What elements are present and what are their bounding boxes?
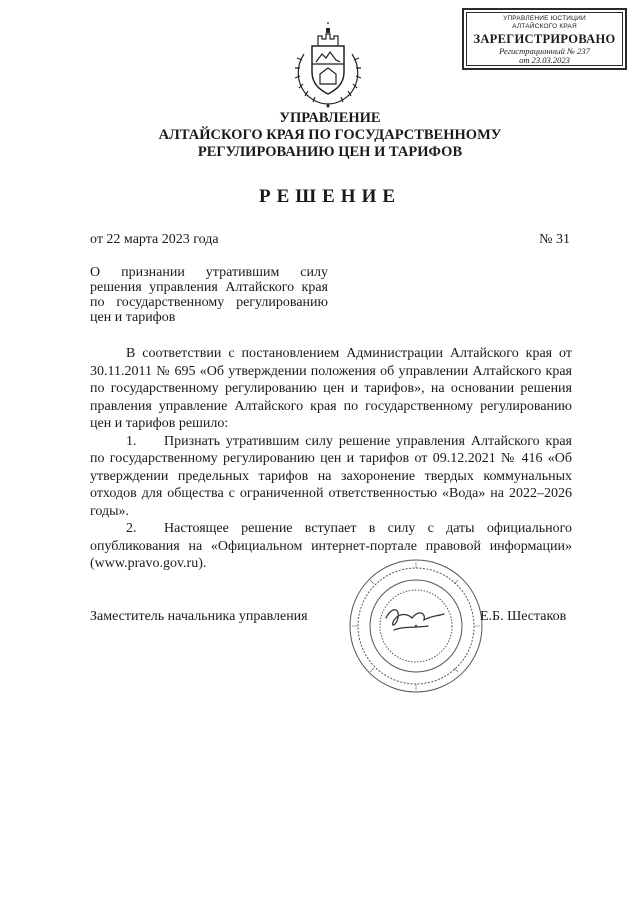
stamp-org-line2: АЛТАЙСКОГО КРАЯ xyxy=(512,23,577,30)
agency-line: УПРАВЛЕНИЕ xyxy=(279,110,381,126)
document-type: РЕШЕНИЕ xyxy=(258,186,402,207)
stamp-reg-date: от 23.03.2023 xyxy=(519,55,570,65)
signer-name: Е.Б. Шестаков xyxy=(480,609,567,624)
stamp-title: ЗАРЕГИСТРИРОВАНО xyxy=(473,32,616,46)
registration-stamp xyxy=(462,8,627,70)
official-seal-icon xyxy=(346,556,486,696)
document-subject xyxy=(90,265,328,325)
signer-title: Заместитель начальника управления xyxy=(90,609,308,624)
item-text: Признать утратившим силу решение управления Алтайского края по государственному регулированию цен и тарифов от 09.12.2021 № 416 «Об утверждении предельных тарифов на захоронение твердых коммунальных отходов для общества с ограниченной ответственностью «Вода» на 2022–2026 годы». xyxy=(90,433,572,519)
subject-line: по государственному регулированию xyxy=(90,295,328,310)
document-number: № 31 xyxy=(539,232,570,247)
agency-line: РЕГУЛИРОВАНИЮ ЦЕН И ТАРИФОВ xyxy=(197,144,463,160)
document-body xyxy=(90,345,572,573)
resolution-item xyxy=(90,433,572,521)
preamble-paragraph: В соответствии с постановлением Администрации Алтайского края от 30.11.2011 № 695 «Об утверждении положения об управлении Алтайского края по государственному регулированию цен и тарифов», на основании решения правления управление Алтайского края по государственному регулированию цен и тарифов решило: xyxy=(90,346,572,431)
stamp-org-line1: УПРАВЛЕНИЕ ЮСТИЦИИ xyxy=(503,15,586,22)
item-number: 1. xyxy=(126,433,137,449)
coat-of-arms-icon xyxy=(290,24,366,108)
item-text: Настоящее решение вступает в силу с даты официального опубликования на «Официальном интернет-портале правовой информации» (www.pravo.gov.ru). xyxy=(90,521,572,571)
subject-line: О признании утратившим силу xyxy=(90,265,328,280)
subject-line: цен и тарифов xyxy=(90,310,176,325)
agency-name xyxy=(100,110,560,161)
stamp-reg-number: Регистрационный № 237 xyxy=(499,46,590,56)
item-number: 2. xyxy=(126,521,137,536)
resolution-item xyxy=(90,520,572,573)
subject-line: решения управления Алтайского края xyxy=(90,280,328,295)
agency-line: АЛТАЙСКОГО КРАЯ ПО ГОСУДАРСТВЕННОМУ xyxy=(158,127,502,143)
document-date: от 22 марта 2023 года xyxy=(90,232,219,247)
